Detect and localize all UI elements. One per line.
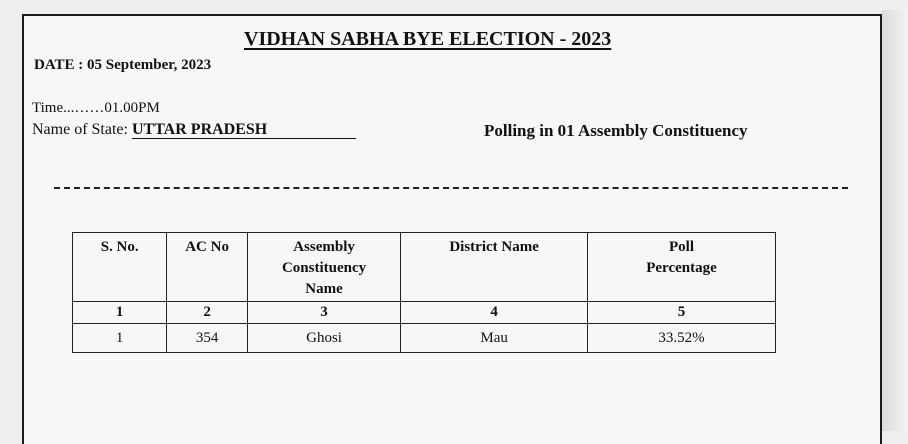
column-number: 4 [401,302,588,324]
column-number: 2 [167,302,247,324]
page-shadow [882,10,908,431]
header-district: District Name [401,233,588,302]
time-line: Time...……01.00PM [32,100,160,116]
dashed-divider [54,187,848,189]
table-header-row [73,233,776,302]
table-row [73,324,776,353]
header-ac-name-line3: Name [305,281,343,297]
column-number: 1 [73,302,167,324]
cell-acno: 354 [167,324,247,353]
header-poll-line1: Poll [669,239,694,255]
column-number: 5 [588,302,776,324]
header-ac-name-line1: Assembly [293,239,355,255]
column-number-row [73,302,776,324]
header-poll [588,233,776,302]
polling-info: Polling in 01 Assembly Constituency [484,121,748,140]
state-line [32,121,356,139]
header-ac-name-line2: Constituency [281,260,367,276]
poll-table [72,232,776,353]
header-sno: S. No. [73,233,167,302]
document-page [22,14,882,444]
state-label: Name of State: [32,121,132,138]
cell-ac-name: Ghosi [247,324,400,353]
header-ac-name [247,233,400,302]
cell-sno: 1 [73,324,167,353]
header-acno: AC No [167,233,247,302]
date-line: DATE : 05 September, 2023 [34,57,212,73]
document-title: VIDHAN SABHA BYE ELECTION - 2023 [244,28,612,50]
header-poll-line2: Percentage [646,260,717,276]
column-number: 3 [247,302,400,324]
state-value: UTTAR PRADESH [132,121,356,139]
cell-district: Mau [401,324,588,353]
cell-poll-percentage: 33.52% [588,324,776,353]
